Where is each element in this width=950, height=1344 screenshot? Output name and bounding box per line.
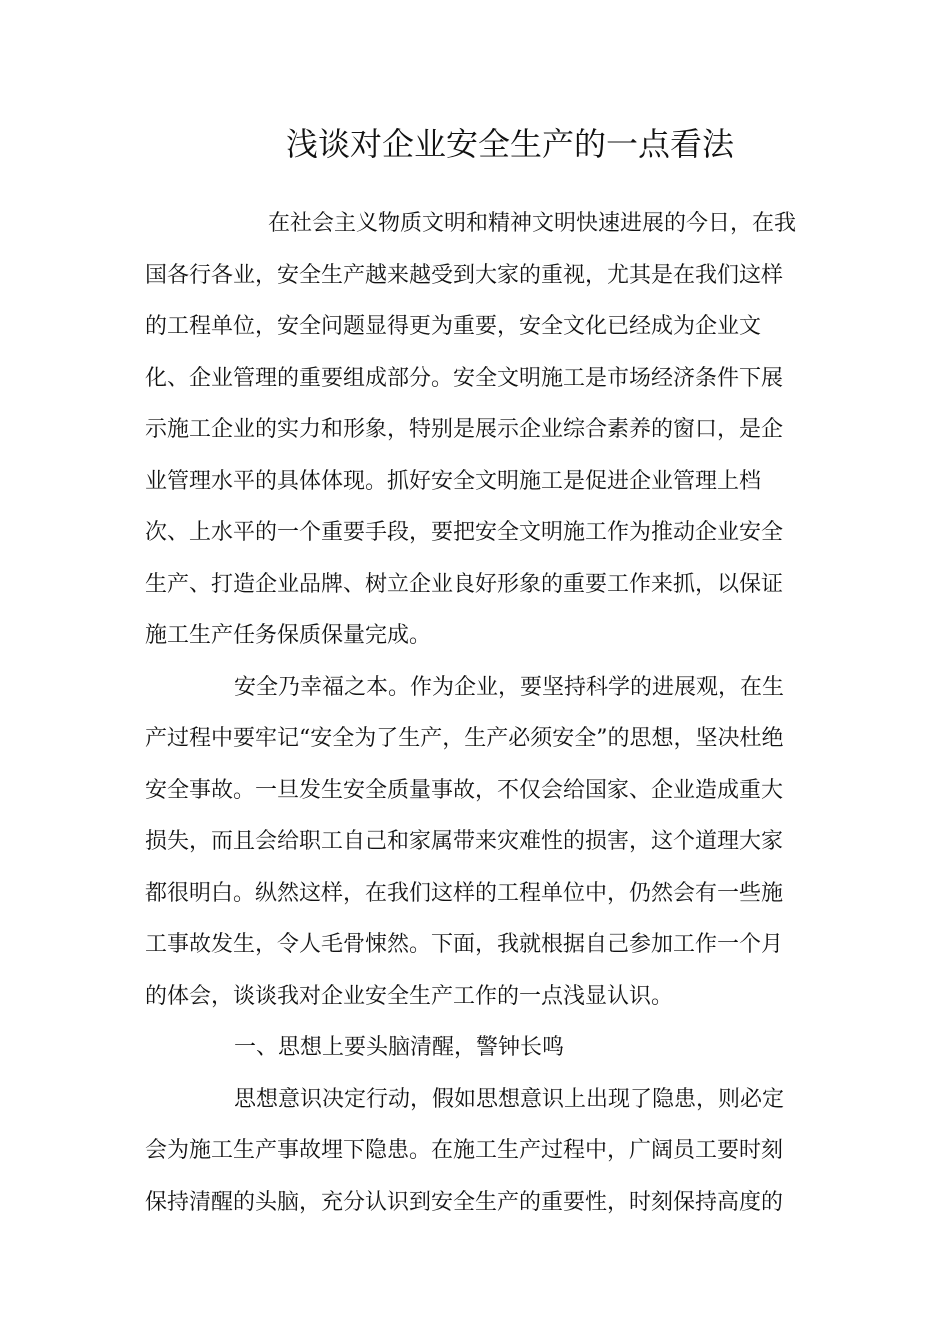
paragraph-line: 的工程单位，安全问题显得更为重要，安全文化已经成为企业文: [145, 314, 762, 339]
paragraph-line: 工事故发生，令人毛骨悚然。下面，我就根据自己参加工作一个月: [145, 932, 784, 957]
paragraph-line: 示施工企业的实力和形象，特别是展示企业综合素养的窗口，是企: [145, 417, 784, 442]
paragraph-line: 次、上水平的一个重要手段，要把安全文明施工作为推动企业安全: [145, 520, 784, 545]
paragraph-line: 的体会，谈谈我对企业安全生产工作的一点浅显认识。: [145, 983, 674, 1009]
document-title: 浅谈对企业安全生产的一点看法: [285, 125, 734, 163]
paragraph-line: 在社会主义物质文明和精神文明快速进展的今日，在我: [268, 211, 797, 236]
document-body: [145, 198, 805, 1228]
section-heading: 一、思想上要头脑清醒，警钟长鸣: [234, 1035, 565, 1060]
paragraph-line: 会为施工生产事故埋下隐患。在施工生产过程中，广阔员工要时刻: [145, 1138, 784, 1163]
paragraph-line: 生产、打造企业品牌、树立企业良好形象的重要工作来抓，以保证: [145, 571, 784, 597]
paragraph-line: 保持清醒的头脑，充分认识到安全生产的重要性，时刻保持高度的: [145, 1189, 784, 1215]
paragraph-line: 国各行各业，安全生产越来越受到大家的重视，尤其是在我们这样: [145, 262, 784, 288]
paragraph-line: 业管理水平的具体体现。抓好安全文明施工是促进企业管理上档: [145, 468, 762, 494]
paragraph-line: 安全事故。一旦发生安全质量事故，不仅会给国家、企业造成重大: [145, 777, 784, 803]
paragraph-line: 都很明白。纵然这样，在我们这样的工程单位中，仍然会有一些施: [145, 880, 784, 906]
paragraph-line: 化、企业管理的重要组成部分。安全文明施工是市场经济条件下展: [145, 365, 784, 391]
paragraph-line: 安全乃幸福之本。作为企业，要坚持科学的进展观，在生: [234, 674, 785, 700]
paragraph-line: 产过程中要牢记“安全为了生产，生产必须安全”的思想，坚决杜绝: [145, 726, 784, 751]
paragraph-line: 损失，而且会给职工自己和家属带来灾难性的损害，这个道理大家: [145, 829, 784, 854]
paragraph-line: 施工生产任务保质保量完成。: [145, 623, 432, 648]
paragraph-line: 思想意识决定行动，假如思想意识上出现了隐患，则必定: [234, 1086, 785, 1112]
